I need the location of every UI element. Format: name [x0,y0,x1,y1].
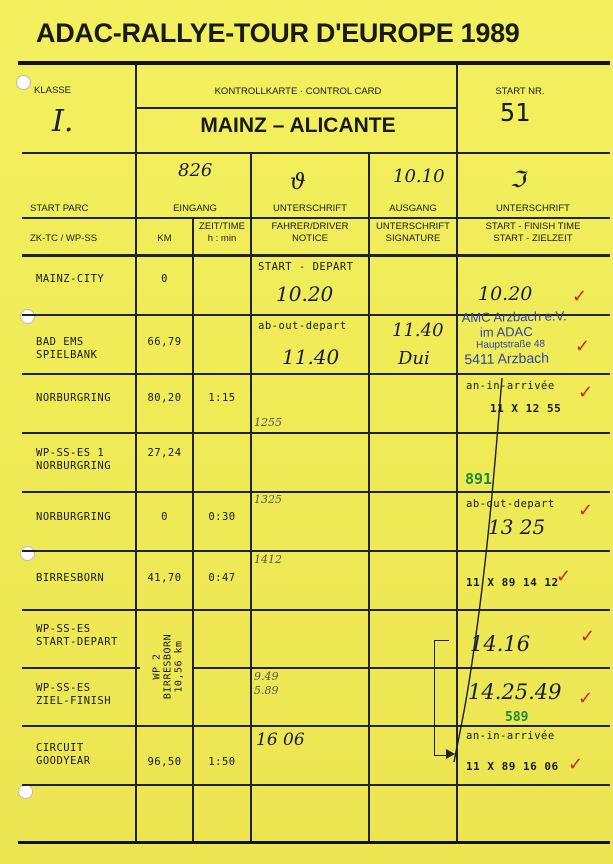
finish-hand: 10.20 [478,283,533,305]
club-stamp [462,308,593,367]
col-start-finish: START - FINISH TIME [485,221,581,232]
red-check-icon: ✓ [578,688,594,709]
margin-note: 1412 [254,553,282,566]
finish-print: an-in-arrivée [466,380,555,392]
row-time: 0:47 [208,572,236,584]
col-signature: SIGNATURE [385,233,441,244]
klasse-value: I. [52,104,74,139]
punch-hole [20,309,35,324]
row-km: 66,79 [147,336,182,348]
notice-hand: 11.40 [282,345,340,369]
finish-hand: 11 X 89 16 06 [466,760,559,773]
green-note: 589 [505,710,529,725]
finish-hand: 14.16 [470,632,531,656]
punch-hole [16,75,31,90]
row-km: 80,20 [147,392,182,404]
col-unterschrift-sig: UNTERSCHRIFT [376,221,450,232]
finish-hand: 14.25.49 [468,680,562,704]
row-name-circuit-goodyear: CIRCUIT GOODYEAR [36,742,91,767]
stamp-line-1: AMC Arzbach e.V. [461,308,567,326]
row-time: 0:30 [208,511,236,523]
signature-scribble: ϑ [290,170,306,195]
row-km: 0 [161,511,168,523]
row-km: 27,24 [147,447,182,459]
signature-scribble: Dui [398,348,430,369]
route-title: MAINZ – ALICANTE [200,114,396,137]
finish-print: ab-out-depart [466,498,555,510]
red-check-icon: ✓ [556,566,572,587]
signature-hand: 11.40 [392,320,444,341]
col-notice: NOTICE [292,233,328,244]
red-check-icon: ✓ [578,500,594,521]
red-check-icon: ✓ [580,626,596,647]
bottom-rule [18,841,610,844]
row-time: 1:50 [208,756,236,768]
pen-stroke [440,370,520,770]
wp2-vertical-label: WP 2 BIRRESBORN 10,56 km [151,633,185,700]
stamp-line-2: im ADAC [479,323,533,340]
start-nr-label: START NR. [495,86,545,97]
finish-hand: 11 X 89 14 12 [466,576,559,589]
ausgang-hand: 10.10 [393,166,445,187]
red-check-icon: ✓ [578,382,594,403]
row-name-norburgring: NORBURGRING [36,392,112,404]
margin-note: 9.49 5.89 [254,670,279,697]
row-time: 1:15 [208,392,236,404]
col-unterschrift-1: UNTERSCHRIFT [273,203,347,214]
punch-hole [18,784,33,799]
start-nr-value: 51 [500,98,531,127]
row-km: 41,70 [147,572,182,584]
col-start-ziel: START - ZIELZEIT [493,233,573,244]
notice-print: ab-out-depart [258,320,347,332]
card-label: KONTROLLKARTE · CONTROL CARD [214,86,382,97]
row-name-wp-start: WP-SS-ES START-DEPART [36,623,118,648]
col-km: KM [157,233,172,244]
red-check-icon: ✓ [575,336,591,357]
eingang-hand: 826 [178,160,213,181]
notice-print: START - DEPART [258,261,354,273]
row-name-norburgring-2: NORBURGRING [36,511,112,523]
green-note: 891 [465,470,493,488]
signature-scribble: ℑ [510,168,526,193]
finish-hand: 13 25 [488,515,546,539]
stamp-line-3: Hauptstraße 48 [476,338,546,351]
margin-note: 1325 [254,493,282,506]
col-eingang: EINGANG [173,203,217,214]
col-zeit-unit: h : min [207,233,237,244]
punch-hole [20,546,35,561]
col-fahrer: FAHRER/DRIVER [271,221,349,232]
col-unterschrift-2: UNTERSCHRIFT [496,203,570,214]
row-name-bad-ems: BAD EMS SPIELBANK [36,336,98,361]
notice-hand: 10.20 [276,282,334,306]
klasse-label: KLASSE [34,85,71,96]
stamp-line-4: 5411 Arzbach [464,349,550,368]
finish-hand: 11 X 12 55 [490,402,562,415]
finish-print: an-in-arrivée [466,730,555,742]
notice-hand: 16 06 [256,730,305,750]
row-name-mainz-city: MAINZ-CITY [36,273,105,285]
margin-note: 1255 [254,416,282,429]
row-name-wp-ss-es-1: WP-SS-ES 1 NORBURGRING [36,447,112,472]
col-zk: ZK-TC / WP-SS [30,233,98,244]
top-rule [18,61,610,65]
red-check-icon: ✓ [572,286,588,307]
row-name-birresborn: BIRRESBORN [36,572,105,584]
red-check-icon: ✓ [568,754,584,775]
row-name-wp-ziel: WP-SS-ES ZIEL-FINISH [36,682,112,707]
page-title: ADAC-RALLYE-TOUR D'EUROPE 1989 [36,18,520,48]
row-km: 0 [161,273,168,285]
col-ausgang: AUSGANG [389,203,437,214]
row-km: 96,50 [147,756,182,768]
col-start-parc: START PARC [30,203,89,214]
col-zeit: ZEIT/TIME [199,221,245,232]
